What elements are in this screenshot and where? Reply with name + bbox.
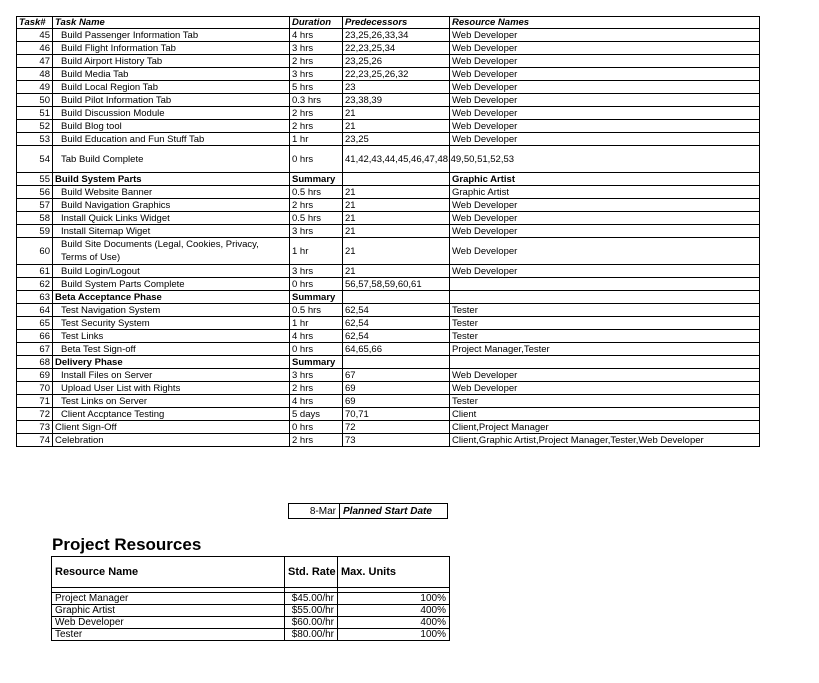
duration-cell: 0.3 hrs xyxy=(290,94,343,107)
task-name-cell: Build Airport History Tab xyxy=(53,55,290,68)
task-name-cell: Build System Parts xyxy=(53,173,290,186)
task-name-cell: Build Pilot Information Tab xyxy=(53,94,290,107)
resource-name-cell: Tester xyxy=(52,629,285,641)
duration-cell: 3 hrs xyxy=(290,369,343,382)
resource-names-cell: Web Developer xyxy=(450,369,760,382)
predecessors-cell: 23,25,26 xyxy=(343,55,450,68)
table-row xyxy=(52,593,450,605)
task-name-cell: Build Website Banner xyxy=(53,186,290,199)
table-row xyxy=(17,68,760,81)
max-units-cell: 400% xyxy=(338,605,450,617)
duration-cell: 3 hrs xyxy=(290,225,343,238)
predecessors-cell: 70,71 xyxy=(343,408,450,421)
table-row xyxy=(17,265,760,278)
resource-names-cell: Web Developer xyxy=(450,107,760,120)
table-row xyxy=(17,421,760,434)
duration-cell: 5 days xyxy=(290,408,343,421)
duration-cell: 2 hrs xyxy=(290,55,343,68)
resource-names-cell: Web Developer xyxy=(450,94,760,107)
table-row xyxy=(17,238,760,265)
task-name-cell: Build System Parts Complete xyxy=(53,278,290,291)
task-name-cell: Build Flight Information Tab xyxy=(53,42,290,55)
predecessors-cell: 22,23,25,26,32 xyxy=(343,68,450,81)
task-name-cell: Client Accptance Testing xyxy=(53,408,290,421)
task-name-cell: Build Passenger Information Tab xyxy=(53,29,290,42)
table-row xyxy=(17,278,760,291)
task-id-cell: 57 xyxy=(17,199,53,212)
task-name-cell: Test Links on Server xyxy=(53,395,290,408)
std-rate-cell: $45.00/hr xyxy=(285,593,338,605)
task-id-cell: 47 xyxy=(17,55,53,68)
table-row xyxy=(17,42,760,55)
table-row xyxy=(17,369,760,382)
table-row xyxy=(17,146,760,173)
max-units-cell: 400% xyxy=(338,617,450,629)
resource-names-cell: Tester xyxy=(450,317,760,330)
resource-names-cell: Client,Graphic Artist,Project Manager,Tester,Web Developer xyxy=(450,434,760,447)
task-id-cell: 71 xyxy=(17,395,53,408)
resource-names-cell xyxy=(450,291,760,304)
resources-table-body xyxy=(52,588,450,641)
duration-cell: 0 hrs xyxy=(290,421,343,434)
task-id-cell: 59 xyxy=(17,225,53,238)
predecessors-cell: 62,54 xyxy=(343,317,450,330)
task-name-cell: Install Files on Server xyxy=(53,369,290,382)
predecessors-cell xyxy=(343,356,450,369)
duration-cell: Summary xyxy=(290,173,343,186)
predecessors-cell: 69 xyxy=(343,382,450,395)
task-id-cell: 61 xyxy=(17,265,53,278)
task-id-cell: 55 xyxy=(17,173,53,186)
task-name-cell: Delivery Phase xyxy=(53,356,290,369)
resource-names-cell: Web Developer xyxy=(450,382,760,395)
task-table xyxy=(16,16,760,447)
task-id-cell: 67 xyxy=(17,343,53,356)
duration-cell: 4 hrs xyxy=(290,330,343,343)
table-row xyxy=(17,356,760,369)
table-row xyxy=(17,120,760,133)
table-row xyxy=(17,317,760,330)
predecessors-cell: 21 xyxy=(343,238,450,265)
table-row xyxy=(17,291,760,304)
table-row xyxy=(17,29,760,42)
task-id-cell: 45 xyxy=(17,29,53,42)
resource-names-cell: Graphic Artist xyxy=(450,186,760,199)
table-row xyxy=(17,343,760,356)
resource-names-cell: Web Developer xyxy=(450,199,760,212)
task-id-cell: 52 xyxy=(17,120,53,133)
resource-names-cell: Tester xyxy=(450,395,760,408)
task-id-cell: 62 xyxy=(17,278,53,291)
resource-names-cell: Web Developer xyxy=(450,55,760,68)
header-duration: Duration xyxy=(290,17,343,29)
task-name-cell: Celebration xyxy=(53,434,290,447)
task-id-cell: 70 xyxy=(17,382,53,395)
resource-names-cell: Web Developer xyxy=(450,212,760,225)
resource-names-cell: Web Developer xyxy=(450,133,760,146)
table-row xyxy=(17,382,760,395)
resource-names-cell: Web Developer xyxy=(450,81,760,94)
task-name-cell: Beta Test Sign-off xyxy=(53,343,290,356)
predecessors-cell: 21 xyxy=(343,107,450,120)
resource-name-cell: Web Developer xyxy=(52,617,285,629)
duration-cell: 1 hr xyxy=(290,238,343,265)
task-id-cell: 46 xyxy=(17,42,53,55)
task-id-cell: 63 xyxy=(17,291,53,304)
predecessors-cell: 62,54 xyxy=(343,330,450,343)
task-table-body xyxy=(17,29,760,447)
header-resource-names: Resource Names xyxy=(450,17,760,29)
duration-cell: 2 hrs xyxy=(290,120,343,133)
task-name-cell: Build Blog tool xyxy=(53,120,290,133)
resource-names-cell: Web Developer xyxy=(450,68,760,81)
duration-cell: 2 hrs xyxy=(290,434,343,447)
resources-title: Project Resources xyxy=(52,535,202,554)
duration-cell: 0.5 hrs xyxy=(290,304,343,317)
resource-names-cell: Web Developer xyxy=(450,265,760,278)
resource-names-cell xyxy=(450,278,760,291)
resource-names-cell: Web Developer xyxy=(450,29,760,42)
task-name-cell: Client Sign-Off xyxy=(53,421,290,434)
predecessors-cell: 72 xyxy=(343,421,450,434)
task-id-cell: 66 xyxy=(17,330,53,343)
table-row xyxy=(17,395,760,408)
predecessors-cell: 62,54 xyxy=(343,304,450,317)
predecessors-cell: 64,65,66 xyxy=(343,343,450,356)
task-id-cell: 51 xyxy=(17,107,53,120)
duration-cell: 2 hrs xyxy=(290,382,343,395)
task-name-cell: Build Navigation Graphics xyxy=(53,199,290,212)
task-name-cell: Tab Build Complete xyxy=(53,146,290,173)
predecessors-cell xyxy=(343,173,450,186)
task-name-cell: Build Media Tab xyxy=(53,68,290,81)
table-row xyxy=(17,434,760,447)
task-name-cell: Upload User List with Rights xyxy=(53,382,290,395)
predecessors-cell xyxy=(343,291,450,304)
table-row xyxy=(52,605,450,617)
duration-cell: 0.5 hrs xyxy=(290,212,343,225)
planned-start-date: 8-Mar xyxy=(289,504,340,519)
header-task-id: Task# xyxy=(17,17,53,29)
resource-names-cell: Graphic Artist xyxy=(450,173,760,186)
resources-table-header xyxy=(52,557,450,588)
table-row xyxy=(17,55,760,68)
resource-names-cell: Client,Project Manager xyxy=(450,421,760,434)
duration-cell: 2 hrs xyxy=(290,107,343,120)
predecessors-cell: 73 xyxy=(343,434,450,447)
resource-names-cell: Client xyxy=(450,408,760,421)
task-id-cell: 72 xyxy=(17,408,53,421)
header-resource-name: Resource Name xyxy=(52,557,285,588)
duration-cell: 3 hrs xyxy=(290,68,343,81)
task-id-cell: 56 xyxy=(17,186,53,199)
header-max-units: Max. Units xyxy=(338,557,450,588)
table-row xyxy=(17,330,760,343)
predecessors-cell: 41,42,43,44,45,46,47,48,49,50,51,52,53 xyxy=(343,146,450,173)
task-id-cell: 64 xyxy=(17,304,53,317)
table-row xyxy=(17,304,760,317)
predecessors-cell: 56,57,58,59,60,61 xyxy=(343,278,450,291)
table-row xyxy=(17,186,760,199)
duration-cell: Summary xyxy=(290,291,343,304)
predecessors-cell: 21 xyxy=(343,120,450,133)
table-row xyxy=(52,617,450,629)
task-id-cell: 53 xyxy=(17,133,53,146)
resource-name-cell: Project Manager xyxy=(52,593,285,605)
task-name-cell: Test Navigation System xyxy=(53,304,290,317)
task-name-cell: Test Links xyxy=(53,330,290,343)
duration-cell: Summary xyxy=(290,356,343,369)
duration-cell: 0 hrs xyxy=(290,278,343,291)
duration-cell: 1 hr xyxy=(290,133,343,146)
task-name-cell: Build Site Documents (Legal, Cookies, Privacy, Terms of Use) xyxy=(53,238,290,265)
task-id-cell: 69 xyxy=(17,369,53,382)
task-name-cell: Install Quick Links Widget xyxy=(53,212,290,225)
resource-names-cell: Web Developer xyxy=(450,42,760,55)
task-name-cell: Build Login/Logout xyxy=(53,265,290,278)
task-name-cell: Beta Acceptance Phase xyxy=(53,291,290,304)
max-units-cell: 100% xyxy=(338,629,450,641)
table-row xyxy=(17,199,760,212)
duration-cell: 5 hrs xyxy=(290,81,343,94)
resource-names-cell: Web Developer xyxy=(450,225,760,238)
predecessors-cell: 23 xyxy=(343,81,450,94)
duration-cell: 1 hr xyxy=(290,317,343,330)
resource-names-cell: Web Developer xyxy=(450,120,760,133)
predecessors-cell: 69 xyxy=(343,395,450,408)
task-id-cell: 73 xyxy=(17,421,53,434)
table-row xyxy=(52,629,450,641)
table-row xyxy=(17,107,760,120)
predecessors-cell: 21 xyxy=(343,186,450,199)
std-rate-cell: $80.00/hr xyxy=(285,629,338,641)
duration-cell: 4 hrs xyxy=(290,29,343,42)
resource-names-cell: Project Manager,Tester xyxy=(450,343,760,356)
duration-cell: 3 hrs xyxy=(290,42,343,55)
task-table-header xyxy=(17,17,760,29)
task-id-cell: 48 xyxy=(17,68,53,81)
predecessors-cell: 22,23,25,34 xyxy=(343,42,450,55)
task-id-cell: 54 xyxy=(17,146,53,173)
max-units-cell: 100% xyxy=(338,593,450,605)
task-name-cell: Test Security System xyxy=(53,317,290,330)
resources-table xyxy=(51,556,450,641)
duration-cell: 0 hrs xyxy=(290,146,343,173)
std-rate-cell: $55.00/hr xyxy=(285,605,338,617)
predecessors-cell: 23,25,26,33,34 xyxy=(343,29,450,42)
predecessors-cell: 21 xyxy=(343,225,450,238)
task-id-cell: 60 xyxy=(17,238,53,265)
resource-names-cell: Tester xyxy=(450,330,760,343)
predecessors-cell: 21 xyxy=(343,265,450,278)
header-predecessors: Predecessors xyxy=(343,17,450,29)
task-id-cell: 74 xyxy=(17,434,53,447)
task-id-cell: 68 xyxy=(17,356,53,369)
duration-cell: 2 hrs xyxy=(290,199,343,212)
planned-start-label: Planned Start Date xyxy=(340,504,448,519)
header-std-rate: Std. Rate xyxy=(285,557,338,588)
predecessors-cell: 67 xyxy=(343,369,450,382)
table-row xyxy=(17,408,760,421)
resource-names-cell: Web Developer xyxy=(450,238,760,265)
task-id-cell: 58 xyxy=(17,212,53,225)
task-id-cell: 65 xyxy=(17,317,53,330)
task-name-cell: Build Local Region Tab xyxy=(53,81,290,94)
resource-names-cell xyxy=(450,356,760,369)
table-row xyxy=(17,225,760,238)
duration-cell: 4 hrs xyxy=(290,395,343,408)
predecessors-cell: 23,25 xyxy=(343,133,450,146)
resource-names-cell: Tester xyxy=(450,304,760,317)
duration-cell: 3 hrs xyxy=(290,265,343,278)
table-row xyxy=(17,212,760,225)
predecessors-cell: 23,38,39 xyxy=(343,94,450,107)
table-row xyxy=(17,81,760,94)
task-name-cell: Build Education and Fun Stuff Tab xyxy=(53,133,290,146)
header-task-name: Task Name xyxy=(53,17,290,29)
predecessors-cell: 21 xyxy=(343,212,450,225)
predecessors-cell: 21 xyxy=(343,199,450,212)
task-name-cell: Install Sitemap Wiget xyxy=(53,225,290,238)
table-row xyxy=(17,173,760,186)
resource-name-cell: Graphic Artist xyxy=(52,605,285,617)
duration-cell: 0.5 hrs xyxy=(290,186,343,199)
task-name-cell: Build Discussion Module xyxy=(53,107,290,120)
table-row xyxy=(17,133,760,146)
task-id-cell: 49 xyxy=(17,81,53,94)
task-id-cell: 50 xyxy=(17,94,53,107)
planned-start-box xyxy=(288,503,448,519)
duration-cell: 0 hrs xyxy=(290,343,343,356)
table-row xyxy=(17,94,760,107)
std-rate-cell: $60.00/hr xyxy=(285,617,338,629)
